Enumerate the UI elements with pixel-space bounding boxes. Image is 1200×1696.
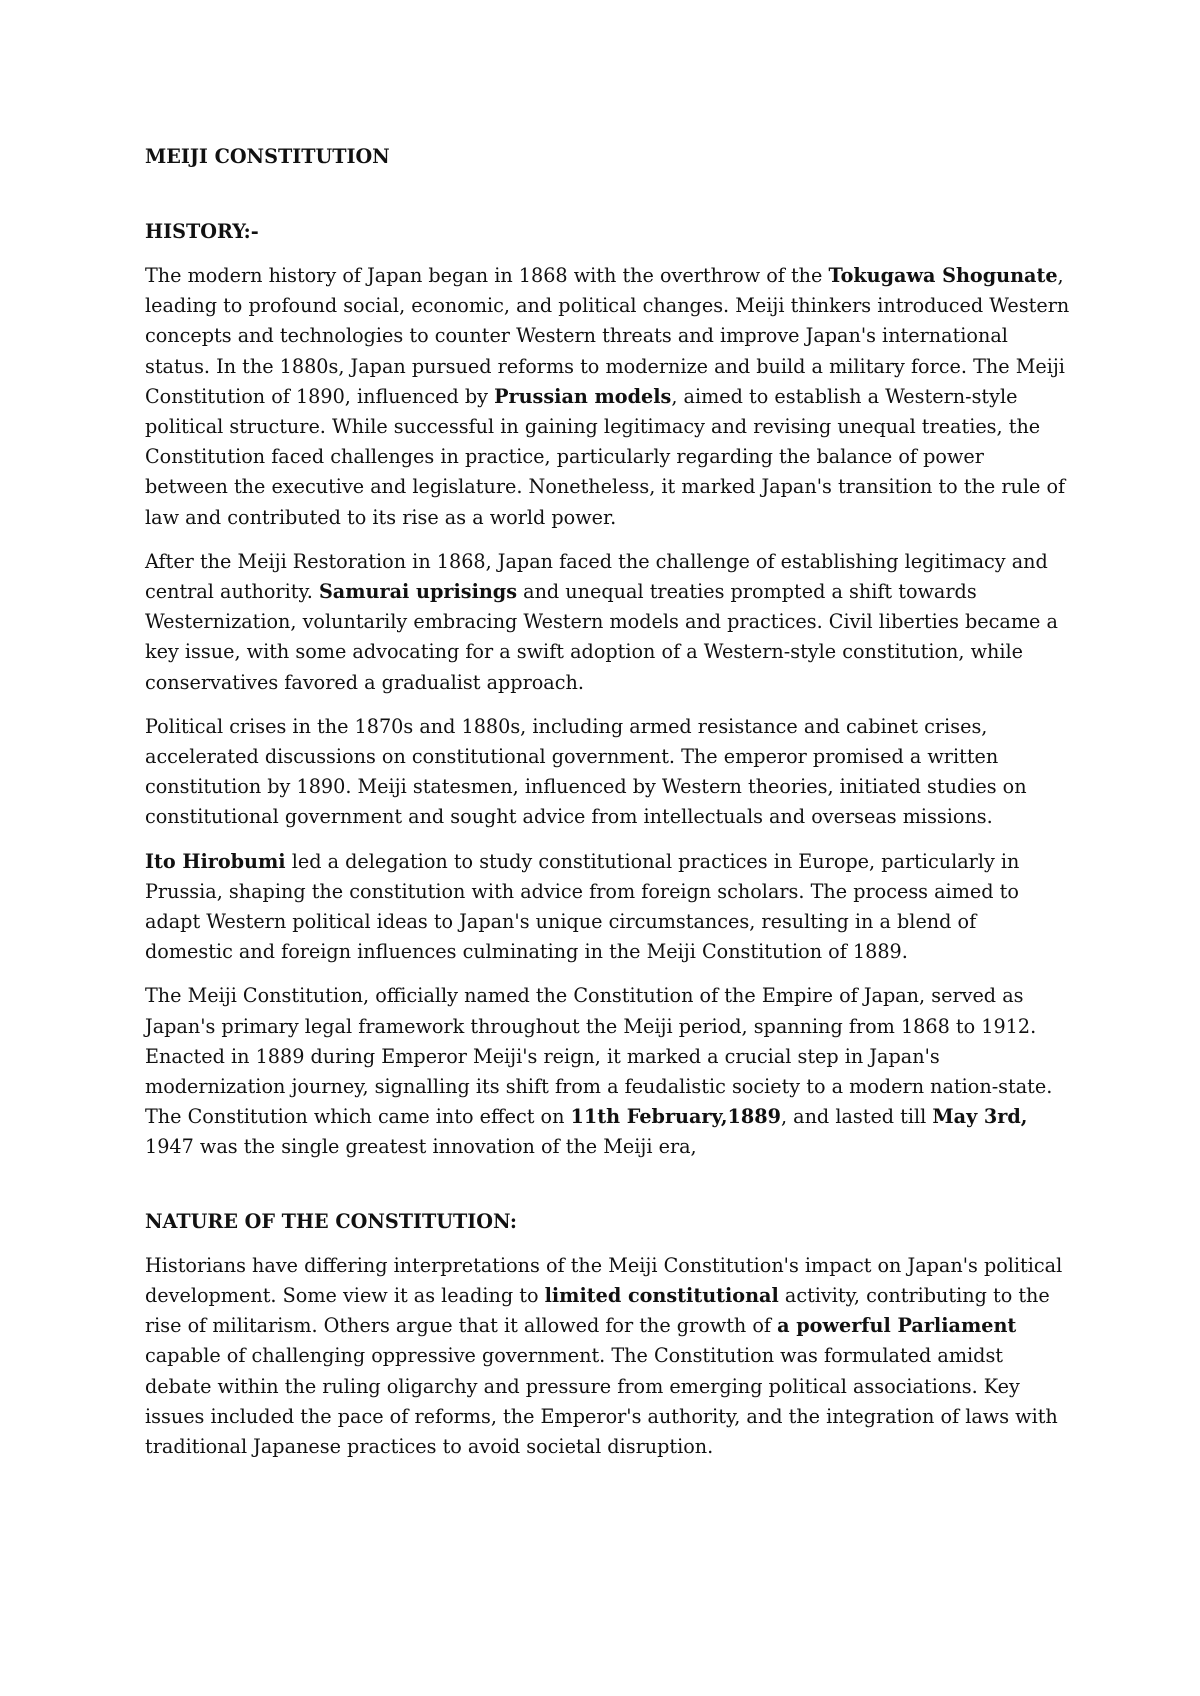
document-title: MEIJI CONSTITUTION — [145, 145, 390, 168]
text-run: The Meiji Constitution, officially named the Constitution of the Empire of Japan, served as Japan's primary legal framework throughout the Meiji period, spanning from 1868 to 1912. Enacted in 1889 during Emperor Meiji's reign, it marked a crucial step in Japan's modernization journey, signalling its shift from a feudalistic society to a modern nation-state. The Constitution which came into effect on — [145, 984, 1053, 1129]
bold-term-samurai-uprisings: Samurai uprisings — [318, 580, 518, 604]
text-run: Historians have differing interpretations of the Meiji Constitution's impact on Japan's political development. Some view it as leading to — [145, 1253, 1063, 1307]
bold-term-powerful-parliament: a powerful Parliament — [777, 1314, 1017, 1338]
paragraph-history-2 — [145, 547, 1070, 698]
bold-term-ito-hirobumi: Ito Hirobumi — [145, 849, 286, 873]
section-heading-nature: NATURE OF THE CONSTITUTION: — [145, 1209, 517, 1233]
text-run: , leading to profound social, economic, and political changes. Meiji thinkers introduced Western concepts and technologies to counter Western threats and improve Japan's international status. In the 1880s, Japan pursued reforms to modernize and build a military force. The Meiji Constitution of 1890, influenced by — [145, 264, 1070, 408]
paragraph-history-3 — [145, 712, 1070, 833]
bold-term-limited-constitutional: limited constitutional — [544, 1283, 779, 1307]
bold-term-tokugawa-shogunate: Tokugawa Shogunate — [828, 264, 1058, 287]
bold-term-prussian-models: Prussian models — [494, 384, 672, 408]
section-heading-history: HISTORY:- — [145, 220, 259, 243]
bold-date-may-3rd: May 3rd, — [932, 1105, 1028, 1129]
text-run: 1947 was the single greatest innovation of the Meiji era, — [145, 1135, 697, 1159]
text-run: capable of challenging oppressive government. The Constitution was formulated amidst debate within the ruling oligarchy and pressure from emerging political associations. Key issues included the pace of reforms, the Emperor's authority, and the integration of laws with traditional Japanese practices to avoid societal disruption. — [145, 1344, 1058, 1458]
bold-date-11th-february-1889: 11th February,1889 — [570, 1105, 781, 1129]
text-run: After the Meiji Restoration in 1868, Japan faced the challenge of establishing legitimacy and central authority. — [145, 549, 1048, 604]
text-run: The modern history of Japan began in 1868 with the overthrow of the — [145, 264, 829, 287]
paragraph-history-5 — [145, 981, 1070, 1162]
paragraph-nature-1 — [145, 1251, 1070, 1462]
text-run: activity, contributing to the rise of militarism. Others argue that it allowed for the growth of — [145, 1283, 1050, 1338]
text-run: , aimed to establish a Western-style political structure. While successful in gaining legitimacy and revising unequal treaties, the Constitution faced challenges in practice, particularly regarding the balance of power between the executive and legislature. Nonetheless, it marked Japan's transition to the rule of law and contributed to its rise as a world power. — [145, 384, 1066, 529]
paragraph-history-1 — [145, 261, 1070, 533]
paragraph-history-4 — [145, 847, 1070, 968]
text-run: and unequal treaties prompted a shift towards Westernization, voluntarily embracing Western models and practices. Civil liberties became a key issue, with some advocating for a swift adoption of a Western-style constitution, while conservatives favored a gradualist approach. — [145, 580, 1058, 694]
document-page — [145, 142, 1070, 1462]
text-run: , and lasted till — [780, 1105, 933, 1129]
text-run: led a delegation to study constitutional practices in Europe, particularly in Prussia, shaping the constitution with advice from foreign scholars. The process aimed to adapt Western political ideas to Japan's unique circumstances, resulting in a blend of domestic and foreign influences culminating in the Meiji Constitution of 1889. — [145, 849, 1020, 964]
text-run: Political crises in the 1870s and 1880s, including armed resistance and cabinet crises, accelerated discussions on constitutional government. The emperor promised a written constitution by 1890. Meiji statesmen, influenced by Western theories, initiated studies on constitutional government and sought advice from intellectuals and overseas missions. — [145, 714, 1027, 829]
